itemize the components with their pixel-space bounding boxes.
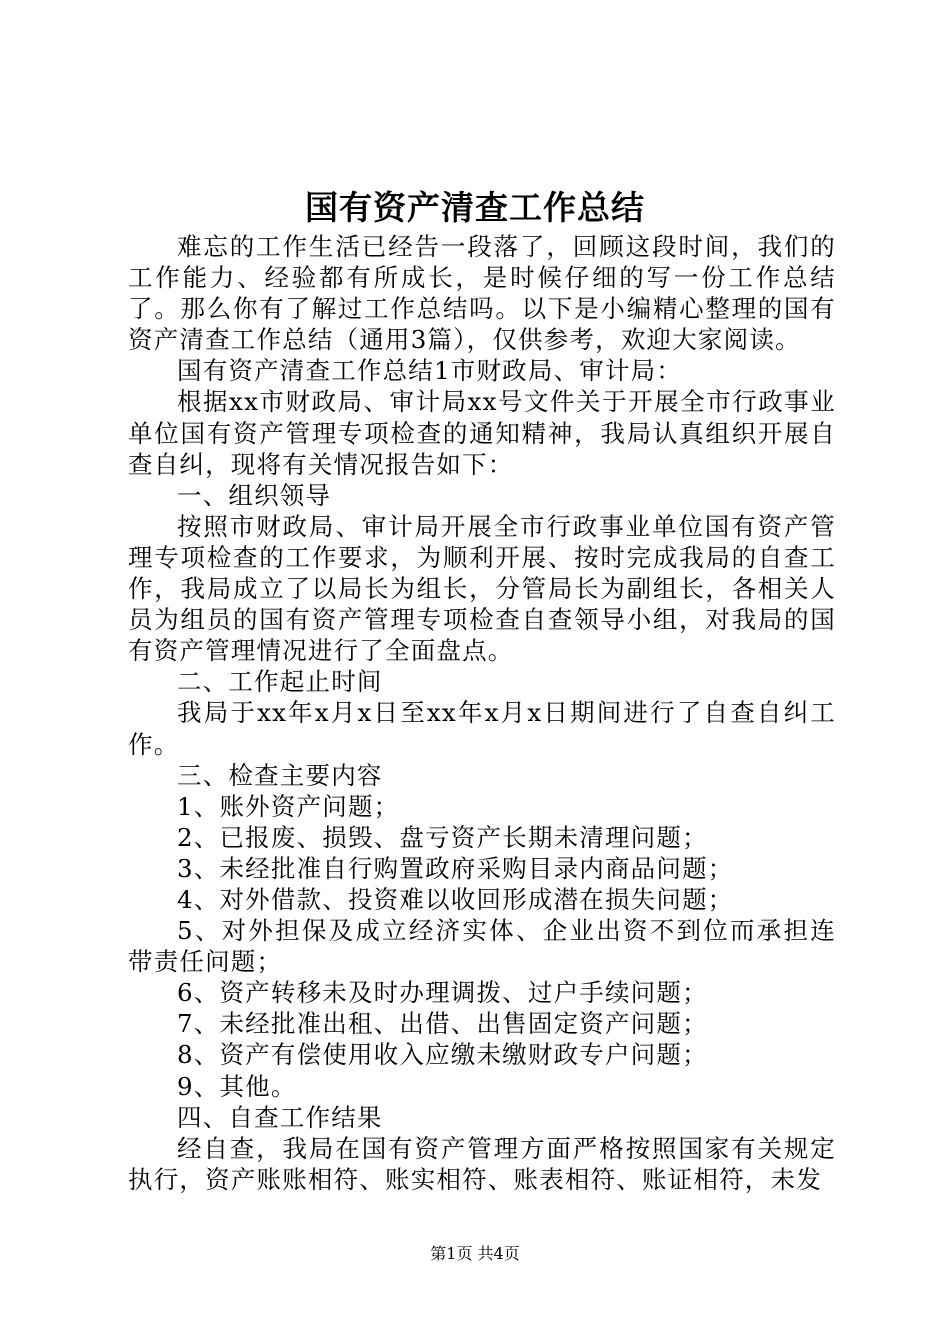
document-body xyxy=(128,231,836,1195)
document-title: 国有资产清查工作总结 xyxy=(305,188,645,227)
list-item: 3、未经批准自行购置政府采购目录内商品问题； xyxy=(177,853,734,883)
paragraph-summary-heading: 国有资产清查工作总结1市财政局、审计局： xyxy=(177,356,683,386)
paragraph-results: 经自查，我局在国有资产管理方面严格按照国家有关规定执行，资产账账相符、账实相符、账表相符、账证相符，未发 xyxy=(128,1133,836,1194)
paragraph-intro: 难忘的工作生活已经告一段落了，回顾这段时间，我们的工作能力、经验都有所成长，是时候仔细的写一份工作总结了。那么你有了解过工作总结吗。以下是小编精心整理的国有资产清查工作总结（通用3篇），仅供参考，欢迎大家阅读。 xyxy=(128,232,836,355)
section-heading-content: 三、检查主要内容 xyxy=(177,760,383,790)
list-item: 7、未经批准出租、出借、出售固定资产问题； xyxy=(177,1009,708,1039)
paragraph-period: 我局于xx年x月x日至xx年x月x日期间进行了自查自纠工作。 xyxy=(128,698,836,759)
section-heading-period: 二、工作起止时间 xyxy=(177,667,383,697)
page-footer: 第1页 共4页 xyxy=(430,1244,520,1263)
list-item: 1、账外资产问题； xyxy=(177,791,400,821)
section-heading-organization: 一、组织领导 xyxy=(177,480,332,510)
list-item: 8、资产有偿使用收入应缴未缴财政专户问题； xyxy=(177,1040,708,1070)
list-item: 5、对外担保及成立经济实体、企业出资不到位而承担连带责任问题； xyxy=(128,916,836,977)
list-item: 4、对外借款、投资难以收回形成潜在损失问题； xyxy=(177,884,734,914)
paragraph-organization: 按照市财政局、审计局开展全市行政事业单位国有资产管理专项检查的工作要求，为顺利开展、按时完成我局的自查工作，我局成立了以局长为组长，分管局长为副组长，各相关人员为组员的国有资产管理专项检查自查领导小组，对我局的国有资产管理情况进行了全面盘点。 xyxy=(128,511,836,666)
list-item: 2、已报废、损毁、盘亏资产长期未清理问题； xyxy=(177,822,708,852)
list-item: 6、资产转移未及时办理调拨、过户手续问题； xyxy=(177,978,708,1008)
paragraph-basis: 根据xx市财政局、审计局xx号文件关于开展全市行政事业单位国有资产管理专项检查的通知精神，我局认真组织开展自查自纠，现将有关情况报告如下： xyxy=(128,387,836,479)
section-heading-results: 四、自查工作结果 xyxy=(177,1102,383,1132)
list-item: 9、其他。 xyxy=(177,1071,297,1101)
